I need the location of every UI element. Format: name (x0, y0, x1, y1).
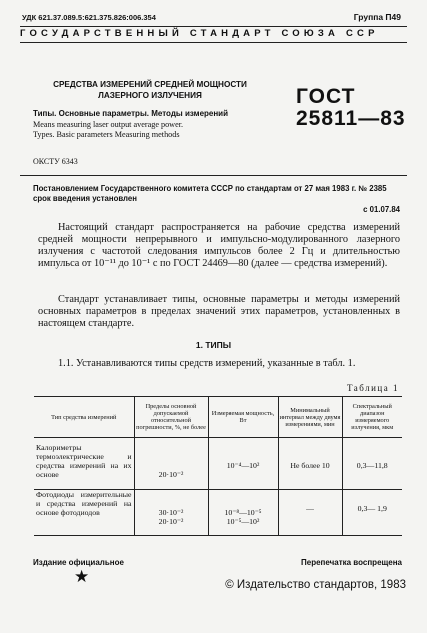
group-code: Группа П49 (353, 12, 401, 22)
cell-range: 0,3—11,8 (342, 438, 402, 490)
udk-code: УДК 621.37.089.5:621.375.826:006.354 (22, 13, 156, 22)
english-title-line-1: Means measuring laser output average power. (33, 120, 184, 129)
document-title: СРЕДСТВА ИЗМЕРЕНИЙ СРЕДНЕЙ МОЩНОСТИ ЛАЗЕРНОГО ИЗЛУЧЕНИЯ (53, 80, 247, 100)
cell-power-value-1: 10⁻⁸—10⁻⁵ (224, 508, 262, 518)
okstu-code: ОКСТУ 6343 (33, 157, 78, 166)
cell-interval: Не более 10 (278, 438, 342, 490)
header-type: Тип средства измерений (34, 397, 134, 438)
table-header-row (34, 397, 402, 438)
gost-number: 25811—83 (296, 107, 406, 130)
cell-power: 10⁻⁴—10² (208, 438, 278, 490)
table-row (34, 438, 402, 490)
types-paragraph: 1.1. Устанавливаются типы средств измерений, указанные в табл. 1. (58, 358, 356, 369)
cell-range: 0,3— 1,9 (342, 490, 402, 536)
header-error: Пределы основной допускаемой относительной погрешности, %, не более (134, 397, 208, 438)
header-interval: Минимальный интервал между двумя измерениями, мин (278, 397, 342, 438)
header-rule (20, 42, 407, 43)
english-title (33, 120, 273, 139)
cell-error-value-2: 20·10⁻² (158, 517, 184, 527)
table-label: Таблица 1 (347, 383, 399, 393)
document-subtitle: Типы. Основные параметры. Методы измерений (33, 109, 229, 118)
header-range: Спектральный диапазон измеряемого излучения, мкм (342, 397, 402, 438)
purpose-paragraph: Стандарт устанавливает типы, основные параметры и методы измерений основных параметров в пределах значений этих параметров, установленных в настоящем стандарте. (38, 294, 400, 329)
cell-power (208, 490, 278, 536)
cell-error-value-1: 30·10⁻² (158, 508, 184, 518)
cell-type: Фотодиоды измерительные и средства измерений на основе фотодиодов (34, 490, 134, 536)
star-icon: ★ (74, 567, 90, 586)
types-table (34, 396, 402, 536)
decree-text: Постановлением Государственного комитета СССР по стандартам от 27 мая 1983 г. № 2385 срок введения установлен (33, 184, 387, 203)
state-standard-header: ГОСУДАРСТВЕННЫЙ СТАНДАРТ СОЮЗА ССР (20, 28, 379, 39)
top-rule (20, 26, 407, 27)
english-title-line-2: Types. Basic parameters Measuring methods (33, 129, 180, 139)
cell-power-value-2: 10⁻⁵—10² (226, 517, 260, 527)
effective-date: с 01.07.84 (363, 205, 400, 214)
gost-label: ГОСТ (296, 85, 356, 108)
decree-rule (20, 175, 407, 176)
cell-type: Калориметры термоэлектрические и средства измерений на их основе (34, 438, 134, 490)
scope-paragraph: Настоящий стандарт распространяется на рабочие средства измерений средней мощности непрерывного и импульсно-модулированного лазерного излучения с частотой следования импульсов более 2 Гц и длительностью импульса от 10⁻¹¹ до 10⁻¹ с по ГОСТ 24469—80 (далее — средства измерений). (38, 222, 400, 269)
header-power: Измеряемая мощность, Вт (208, 397, 278, 438)
cell-error (134, 490, 208, 536)
reprint-prohibited-label: Перепечатка воспрещена (301, 558, 402, 567)
cell-error: 20·10⁻² (134, 438, 208, 490)
copyright-notice: © Издательство стандартов, 1983 (225, 579, 406, 591)
official-edition-label: Издание официальное (33, 558, 124, 567)
section-heading: 1. ТИПЫ (195, 340, 232, 350)
table-row (34, 490, 402, 536)
gost-number-block (296, 86, 406, 130)
cell-interval: — (278, 490, 342, 536)
